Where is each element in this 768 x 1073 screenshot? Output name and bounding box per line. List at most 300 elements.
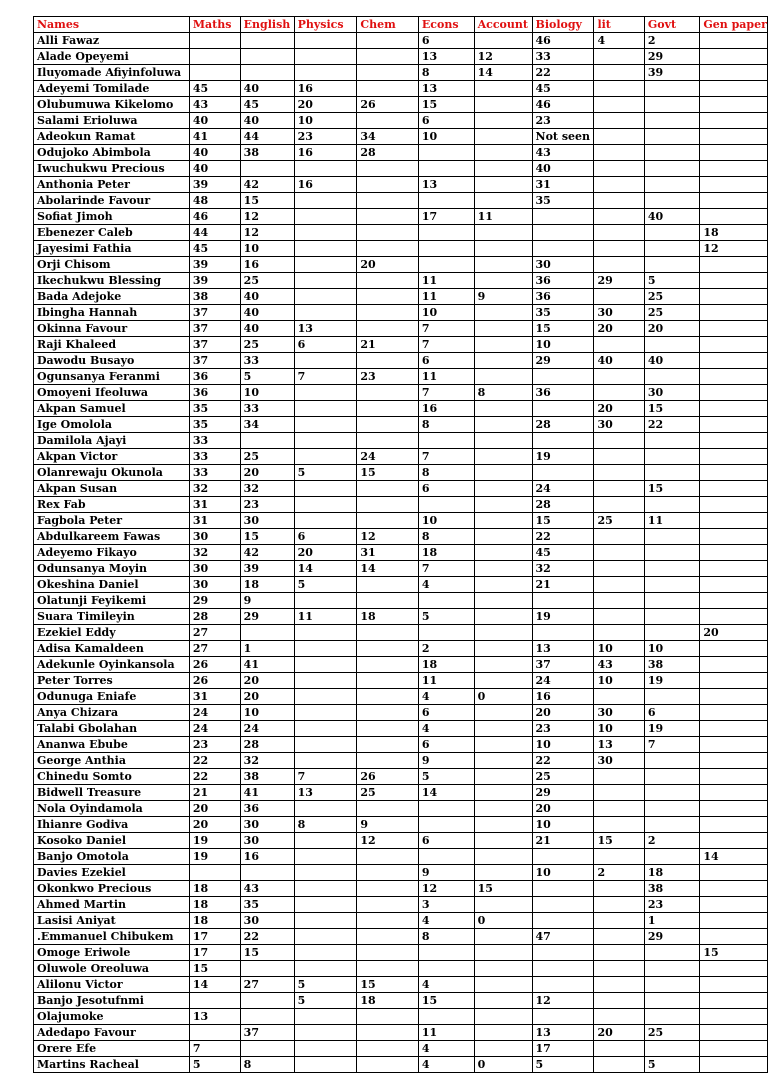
score-cell: 15 xyxy=(644,401,700,417)
score-cell: 31 xyxy=(189,497,240,513)
score-cell: 23 xyxy=(294,129,357,145)
score-cell xyxy=(189,65,240,81)
score-cell xyxy=(594,161,644,177)
score-cell xyxy=(294,449,357,465)
student-name-cell: Oluwole Oreoluwa xyxy=(34,961,190,977)
score-cell xyxy=(294,833,357,849)
score-cell xyxy=(474,721,532,737)
score-cell xyxy=(594,369,644,385)
score-cell xyxy=(294,49,357,65)
score-cell xyxy=(594,385,644,401)
score-cell xyxy=(644,241,700,257)
score-cell xyxy=(700,81,768,97)
student-name-cell: Adedapo Favour xyxy=(34,1025,190,1041)
student-name-cell: Odujoko Abimbola xyxy=(34,145,190,161)
score-cell xyxy=(644,689,700,705)
score-cell: 41 xyxy=(189,129,240,145)
table-row xyxy=(34,1009,768,1025)
score-cell: 14 xyxy=(357,561,419,577)
score-cell: 10 xyxy=(532,737,594,753)
score-cell xyxy=(474,609,532,625)
student-name-cell: Okonkwo Precious xyxy=(34,881,190,897)
score-cell xyxy=(594,337,644,353)
score-cell: 10 xyxy=(418,305,474,321)
score-cell xyxy=(474,465,532,481)
score-cell: 8 xyxy=(418,65,474,81)
column-header-physics: Physics xyxy=(294,17,357,33)
score-cell: 20 xyxy=(644,321,700,337)
score-cell: 8 xyxy=(418,465,474,481)
score-cell xyxy=(294,849,357,865)
score-cell: 8 xyxy=(418,929,474,945)
score-cell: 26 xyxy=(357,97,419,113)
score-cell xyxy=(294,1025,357,1041)
table-row xyxy=(34,241,768,257)
student-name-cell: Alade Opeyemi xyxy=(34,49,190,65)
score-cell xyxy=(474,673,532,689)
table-row xyxy=(34,673,768,689)
score-cell: 18 xyxy=(644,865,700,881)
score-cell xyxy=(700,401,768,417)
table-row xyxy=(34,193,768,209)
score-cell xyxy=(357,1057,419,1073)
table-row xyxy=(34,945,768,961)
score-cell: 16 xyxy=(294,145,357,161)
score-cell: 30 xyxy=(594,305,644,321)
score-cell xyxy=(532,897,594,913)
score-cell xyxy=(644,257,700,273)
score-cell xyxy=(594,81,644,97)
score-cell xyxy=(644,225,700,241)
student-name-cell: Omoge Eriwole xyxy=(34,945,190,961)
score-cell: 17 xyxy=(189,945,240,961)
score-cell xyxy=(700,65,768,81)
score-cell: 15 xyxy=(644,481,700,497)
score-cell: 10 xyxy=(594,673,644,689)
student-name-cell: Adekunle Oyinkansola xyxy=(34,657,190,673)
score-cell: 12 xyxy=(474,49,532,65)
score-cell xyxy=(594,49,644,65)
score-cell xyxy=(294,385,357,401)
score-cell: 37 xyxy=(189,305,240,321)
score-cell xyxy=(357,417,419,433)
score-cell: 7 xyxy=(418,449,474,465)
score-cell xyxy=(700,497,768,513)
score-cell xyxy=(594,129,644,145)
table-row xyxy=(34,817,768,833)
score-cell xyxy=(594,241,644,257)
score-cell xyxy=(594,769,644,785)
score-cell: 17 xyxy=(418,209,474,225)
score-cell: 32 xyxy=(240,753,294,769)
table-row xyxy=(34,737,768,753)
score-cell xyxy=(594,481,644,497)
score-cell: 35 xyxy=(189,401,240,417)
score-cell xyxy=(532,225,594,241)
table-row xyxy=(34,209,768,225)
score-cell xyxy=(700,753,768,769)
score-cell: 4 xyxy=(418,577,474,593)
score-cell: 21 xyxy=(357,337,419,353)
score-cell: 9 xyxy=(357,817,419,833)
score-cell: 39 xyxy=(189,273,240,289)
table-row xyxy=(34,881,768,897)
score-cell: 15 xyxy=(418,993,474,1009)
table-row xyxy=(34,801,768,817)
score-cell xyxy=(294,929,357,945)
table-row xyxy=(34,385,768,401)
score-cell xyxy=(474,353,532,369)
score-cell xyxy=(644,145,700,161)
score-cell: 25 xyxy=(594,513,644,529)
student-name-cell: Sofiat Jimoh xyxy=(34,209,190,225)
score-cell: 28 xyxy=(532,417,594,433)
table-body xyxy=(34,33,768,1073)
score-cell xyxy=(418,593,474,609)
table-row xyxy=(34,625,768,641)
score-cell: 13 xyxy=(189,1009,240,1025)
score-cell: 38 xyxy=(644,881,700,897)
score-cell xyxy=(532,945,594,961)
score-cell: 25 xyxy=(240,337,294,353)
table-row xyxy=(34,497,768,513)
score-cell xyxy=(240,1041,294,1057)
student-name-cell: George Anthia xyxy=(34,753,190,769)
score-cell xyxy=(294,257,357,273)
score-cell: 4 xyxy=(418,1057,474,1073)
score-cell: 2 xyxy=(594,865,644,881)
score-cell: 46 xyxy=(532,33,594,49)
score-cell xyxy=(532,1009,594,1025)
score-cell xyxy=(700,641,768,657)
score-cell: 46 xyxy=(532,97,594,113)
score-cell xyxy=(474,849,532,865)
score-cell: 15 xyxy=(357,977,419,993)
score-cell: 15 xyxy=(532,513,594,529)
score-cell xyxy=(594,113,644,129)
score-cell xyxy=(418,257,474,273)
score-cell: 40 xyxy=(240,321,294,337)
student-name-cell: Dawodu Busayo xyxy=(34,353,190,369)
score-cell xyxy=(357,737,419,753)
score-cell: 33 xyxy=(189,433,240,449)
column-header-lit: lit xyxy=(594,17,644,33)
table-row xyxy=(34,321,768,337)
score-cell: 8 xyxy=(474,385,532,401)
score-cell: 19 xyxy=(189,833,240,849)
score-cell: 36 xyxy=(189,385,240,401)
score-cell: 15 xyxy=(240,945,294,961)
table-row xyxy=(34,289,768,305)
score-cell xyxy=(594,977,644,993)
score-cell xyxy=(294,433,357,449)
score-cell xyxy=(357,353,419,369)
score-cell: 6 xyxy=(418,113,474,129)
score-cell xyxy=(532,209,594,225)
score-cell: 10 xyxy=(594,641,644,657)
table-row xyxy=(34,225,768,241)
score-cell: 37 xyxy=(189,353,240,369)
score-cell: 4 xyxy=(418,689,474,705)
score-cell xyxy=(357,65,419,81)
score-cell xyxy=(294,753,357,769)
score-cell xyxy=(294,673,357,689)
score-cell xyxy=(294,689,357,705)
student-name-cell: Suara Timileyin xyxy=(34,609,190,625)
score-cell: 18 xyxy=(189,897,240,913)
student-name-cell: Jayesimi Fathia xyxy=(34,241,190,257)
score-cell xyxy=(357,289,419,305)
score-cell xyxy=(474,401,532,417)
column-header-gen-paper: Gen paper xyxy=(700,17,768,33)
score-cell xyxy=(594,1057,644,1073)
score-cell: 13 xyxy=(594,737,644,753)
score-cell: 6 xyxy=(418,737,474,753)
score-cell xyxy=(357,865,419,881)
score-cell: 40 xyxy=(594,353,644,369)
table-row xyxy=(34,785,768,801)
score-cell: 5 xyxy=(189,1057,240,1073)
score-cell: 10 xyxy=(532,817,594,833)
score-cell xyxy=(644,465,700,481)
score-cell: 28 xyxy=(532,497,594,513)
score-cell xyxy=(594,625,644,641)
score-cell xyxy=(357,273,419,289)
score-cell: 30 xyxy=(240,913,294,929)
table-row xyxy=(34,849,768,865)
table-row xyxy=(34,513,768,529)
score-cell xyxy=(294,897,357,913)
score-cell xyxy=(700,289,768,305)
score-cell xyxy=(700,561,768,577)
score-cell xyxy=(644,337,700,353)
table-row xyxy=(34,257,768,273)
score-cell xyxy=(294,705,357,721)
score-cell: 4 xyxy=(418,977,474,993)
column-header-biology: Biology xyxy=(532,17,594,33)
score-cell: 7 xyxy=(294,769,357,785)
score-cell xyxy=(294,161,357,177)
score-cell: 40 xyxy=(240,305,294,321)
score-cell: 2 xyxy=(644,33,700,49)
table-row xyxy=(34,529,768,545)
score-cell xyxy=(474,225,532,241)
student-name-cell: Abdulkareem Fawas xyxy=(34,529,190,545)
score-cell xyxy=(294,273,357,289)
table-row xyxy=(34,129,768,145)
score-cell xyxy=(418,225,474,241)
table-row xyxy=(34,433,768,449)
score-cell: 31 xyxy=(532,177,594,193)
score-cell xyxy=(700,593,768,609)
score-cell: 40 xyxy=(240,113,294,129)
score-cell xyxy=(644,81,700,97)
score-cell: 30 xyxy=(594,417,644,433)
table-row xyxy=(34,145,768,161)
score-cell xyxy=(594,289,644,305)
score-cell xyxy=(294,209,357,225)
score-cell xyxy=(357,929,419,945)
score-cell xyxy=(644,977,700,993)
results-table xyxy=(33,16,768,1073)
score-cell: 30 xyxy=(532,257,594,273)
score-cell: 6 xyxy=(294,337,357,353)
score-cell: 17 xyxy=(189,929,240,945)
score-cell: 7 xyxy=(418,337,474,353)
score-cell: 10 xyxy=(532,865,594,881)
score-cell xyxy=(700,897,768,913)
score-cell xyxy=(474,193,532,209)
score-cell xyxy=(700,929,768,945)
score-cell: 21 xyxy=(189,785,240,801)
score-cell xyxy=(594,65,644,81)
score-cell xyxy=(474,481,532,497)
student-name-cell: Alli Fawaz xyxy=(34,33,190,49)
student-name-cell: Fagbola Peter xyxy=(34,513,190,529)
score-cell xyxy=(357,1025,419,1041)
score-cell xyxy=(474,113,532,129)
score-cell: 36 xyxy=(189,369,240,385)
score-cell xyxy=(532,977,594,993)
score-cell: 19 xyxy=(644,673,700,689)
score-cell xyxy=(594,209,644,225)
score-cell xyxy=(594,881,644,897)
score-cell: 23 xyxy=(644,897,700,913)
score-cell: 7 xyxy=(644,737,700,753)
score-cell: 6 xyxy=(418,705,474,721)
score-cell: 4 xyxy=(418,913,474,929)
table-row xyxy=(34,113,768,129)
score-cell: 24 xyxy=(532,481,594,497)
score-cell: 26 xyxy=(189,657,240,673)
score-cell xyxy=(594,817,644,833)
score-cell: 3 xyxy=(418,897,474,913)
table-row xyxy=(34,177,768,193)
score-cell xyxy=(474,145,532,161)
score-cell: 15 xyxy=(357,465,419,481)
score-cell xyxy=(700,689,768,705)
score-cell: 30 xyxy=(189,561,240,577)
score-cell: 44 xyxy=(240,129,294,145)
score-cell: 45 xyxy=(532,81,594,97)
score-cell xyxy=(700,529,768,545)
student-name-cell: Anya Chizara xyxy=(34,705,190,721)
score-cell xyxy=(644,577,700,593)
score-cell: 1 xyxy=(644,913,700,929)
score-cell xyxy=(418,161,474,177)
score-cell: 14 xyxy=(474,65,532,81)
table-row xyxy=(34,65,768,81)
student-name-cell: Kosoko Daniel xyxy=(34,833,190,849)
score-cell: 8 xyxy=(294,817,357,833)
score-cell: 32 xyxy=(532,561,594,577)
score-cell xyxy=(532,593,594,609)
score-cell: 5 xyxy=(294,577,357,593)
score-cell: 45 xyxy=(532,545,594,561)
score-cell: 40 xyxy=(532,161,594,177)
score-cell: 19 xyxy=(532,609,594,625)
score-cell xyxy=(594,193,644,209)
table-row xyxy=(34,1025,768,1041)
score-cell: 7 xyxy=(189,1041,240,1057)
table-row xyxy=(34,449,768,465)
student-name-cell: Ige Omolola xyxy=(34,417,190,433)
score-cell xyxy=(294,401,357,417)
score-cell: 43 xyxy=(240,881,294,897)
score-cell: 33 xyxy=(532,49,594,65)
score-cell: 25 xyxy=(644,1025,700,1041)
score-cell: 8 xyxy=(418,417,474,433)
score-cell xyxy=(418,801,474,817)
table-row xyxy=(34,689,768,705)
score-cell: 7 xyxy=(418,385,474,401)
score-cell: 15 xyxy=(594,833,644,849)
score-cell: 38 xyxy=(189,289,240,305)
score-cell: 33 xyxy=(189,449,240,465)
table-row xyxy=(34,337,768,353)
score-cell: 0 xyxy=(474,1057,532,1073)
score-cell xyxy=(700,257,768,273)
score-cell: 22 xyxy=(644,417,700,433)
score-cell xyxy=(357,513,419,529)
score-cell xyxy=(357,497,419,513)
score-cell xyxy=(474,1009,532,1025)
student-name-cell: Martins Racheal xyxy=(34,1057,190,1073)
student-name-cell: Ihianre Godiva xyxy=(34,817,190,833)
score-cell xyxy=(532,401,594,417)
score-cell xyxy=(532,913,594,929)
score-cell: 45 xyxy=(240,97,294,113)
score-cell: 20 xyxy=(189,801,240,817)
score-cell: 23 xyxy=(532,721,594,737)
student-name-cell: Okinna Favour xyxy=(34,321,190,337)
score-cell: 25 xyxy=(240,449,294,465)
score-cell: 35 xyxy=(532,305,594,321)
table-row xyxy=(34,1041,768,1057)
score-cell xyxy=(474,785,532,801)
score-cell: 15 xyxy=(418,97,474,113)
score-cell xyxy=(474,641,532,657)
score-cell xyxy=(700,737,768,753)
score-cell: 15 xyxy=(240,193,294,209)
score-cell xyxy=(357,225,419,241)
score-cell xyxy=(357,193,419,209)
score-cell xyxy=(594,449,644,465)
score-cell: 36 xyxy=(240,801,294,817)
score-cell xyxy=(474,961,532,977)
score-cell: 13 xyxy=(418,49,474,65)
score-cell xyxy=(474,897,532,913)
score-cell xyxy=(418,1009,474,1025)
score-cell xyxy=(240,865,294,881)
student-name-cell: Odunuga Eniafe xyxy=(34,689,190,705)
score-cell xyxy=(700,961,768,977)
score-cell xyxy=(594,785,644,801)
student-name-cell: Banjo Omotola xyxy=(34,849,190,865)
score-cell: 38 xyxy=(240,769,294,785)
score-cell: 38 xyxy=(240,145,294,161)
score-cell: 45 xyxy=(189,241,240,257)
score-cell: 11 xyxy=(418,369,474,385)
score-cell: 29 xyxy=(240,609,294,625)
table-row xyxy=(34,369,768,385)
score-cell xyxy=(644,817,700,833)
score-cell: 37 xyxy=(189,337,240,353)
score-cell: 0 xyxy=(474,913,532,929)
score-cell: 29 xyxy=(532,785,594,801)
score-cell xyxy=(294,497,357,513)
score-cell: 28 xyxy=(189,609,240,625)
